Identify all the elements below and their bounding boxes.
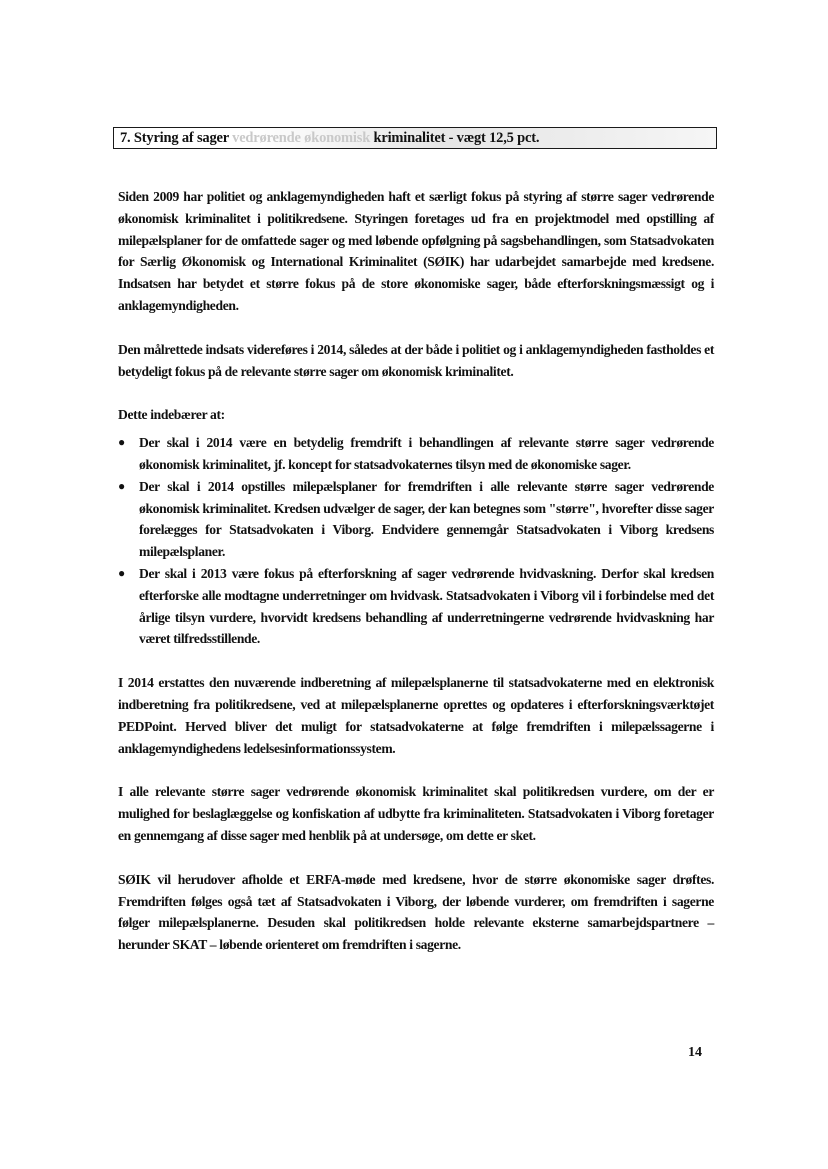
body-text xyxy=(118,186,714,956)
heading-part-2-faded: vedrørende økonomisk xyxy=(232,130,371,146)
bullet-text: Der skal i 2014 være en betydelig fremdrift i behandlingen af relevante større sager vedrørende økonomisk kriminalitet, jf. koncept for statsadvokaternes tilsyn med de økonomiske sager. xyxy=(139,435,714,472)
bullet-text: Der skal i 2014 opstilles milepælsplaner for fremdriften i alle relevante større sager vedrørende økonomisk kriminalitet. Kredsen udvælger de sager, der kan betegnes som "større", hvorefter disse sager forelægges for Statsadvokaten i Viborg. Endvidere gennemgår Statsadvokaten i Viborg kredsens milepælsplaner. xyxy=(139,478,714,560)
paragraph-intro: Siden 2009 har politiet og anklagemyndigheden haft et særligt fokus på styring af større sager vedrørende økonomisk kriminalitet i politikredsene. Styringen foretages ud fra en projektmodel med opstilling af milepælsplaner for de omfattede sager og med løbende opfølgning på sagsbehandlingen, som Statsadvokaten for Særlig Økonomisk og International Kriminalitet (SØIK) har udarbejdet samarbejde med kredsene. Indsatsen har betydet et større fokus på de store økonomiske sager, både efterforskningsmæssigt og i anklagemyndigheden. xyxy=(118,189,714,313)
section-heading xyxy=(120,129,539,147)
bullet-icon: ● xyxy=(118,478,125,493)
list-item xyxy=(118,476,714,563)
list-item xyxy=(118,563,714,650)
paragraph-continued-effort: Den målrettede indsats videreføres i 2014, således at der både i politiet og i anklagemyndigheden fastholdes et betydeligt fokus på de relevante større sager om økonomisk kriminalitet. xyxy=(118,341,714,379)
bullet-icon: ● xyxy=(118,565,125,580)
bullet-icon: ● xyxy=(118,435,125,450)
paragraph-implies: Dette indebærer at: xyxy=(118,407,225,423)
heading-part-1: 7. Styring af sager xyxy=(120,130,233,146)
paragraph-confiscation: I alle relevante større sager vedrørende økonomisk kriminalitet skal politikredsen vurdere, om der er mulighed for beslaglæggelse og konfiskation af udbytte fra kriminaliteten. Statsadvokaten i Viborg foretager en gennemgang af disse sager med henblik på at undersøge, om dette er sket. xyxy=(118,784,714,843)
section-heading-box xyxy=(113,127,717,149)
paragraph-electronic-reporting: I 2014 erstattes den nuværende indberetning af milepælsplanerne til statsadvokaterne med en elektronisk indberetning fra politikredsene, ved at milepælsplanerne oprettes og opdateres i efterforskningsværktøjet PEDPoint. Herved bliver det muligt for statsadvokaterne at følge fremdriften i milepælssagerne i anklagemyndighedens ledelsesinformationssystem. xyxy=(118,675,714,756)
paragraph-erfa-meeting: SØIK vil herudover afholde et ERFA-møde med kredsene, hvor de større økonomiske sager drøftes. Fremdriften følges også tæt af Statsadvokaten i Viborg, der løbende vurderer, om fremdriften i sagerne følger milepælsplanerne. Desuden skal politikredsen holde relevante eksterne samarbejdspartnere – herunder SKAT – løbende orienteret om fremdriften i sagerne. xyxy=(118,871,714,953)
bullet-list xyxy=(118,432,714,650)
list-item xyxy=(118,432,714,476)
heading-part-3: kriminalitet - vægt 12,5 pct. xyxy=(370,130,540,146)
bullet-text: Der skal i 2013 være fokus på efterforskning af sager vedrørende hvidvaskning. Derfor skal kredsen efterforske alle modtagne underretninger om hvidvask. Statsadvokaten i Viborg vil i forbindelse med det årlige tilsyn vurdere, hvorvidt kredsens behandling af underretningerne vedrørende hvidvaskning har været tilfredsstillende. xyxy=(139,565,714,647)
page-number: 14 xyxy=(688,1045,702,1060)
